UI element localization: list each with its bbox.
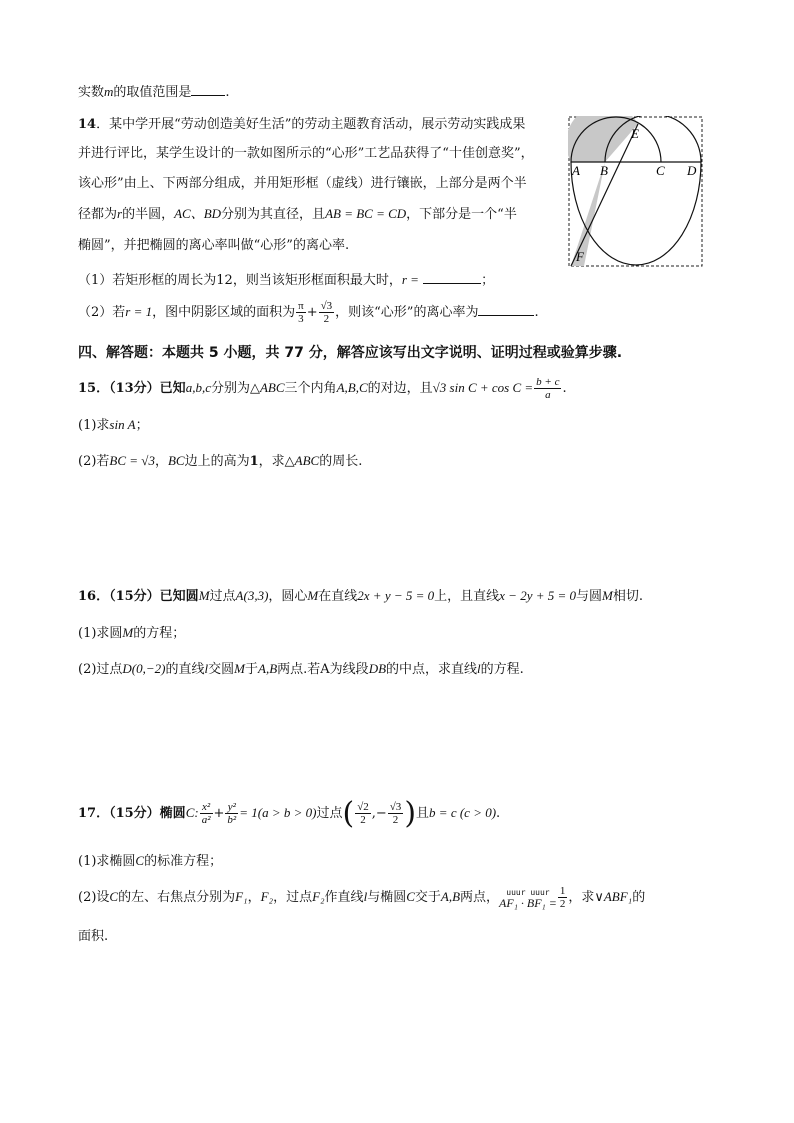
fraction-denominator: a	[545, 389, 551, 401]
text: ．某中学开展“劳动创造美好生活”的劳动主题教育活动，展示劳动实践成果	[96, 117, 526, 132]
answer-blank[interactable]	[191, 82, 225, 96]
fraction	[225, 801, 238, 826]
text: 的方程；	[133, 626, 186, 641]
q15-sub-2	[78, 452, 362, 471]
q15-sub-1	[78, 416, 149, 435]
q15-header	[78, 374, 567, 403]
text: 过点	[209, 589, 236, 604]
math-expr: = 1(a > b > 0)	[239, 805, 317, 820]
math-var: r	[117, 206, 123, 221]
text: 上，且直线	[434, 589, 500, 604]
math-expr: A(3,3)	[235, 588, 269, 603]
operator: +	[306, 305, 318, 320]
q14-line-5	[78, 237, 349, 255]
q14-line-3	[78, 175, 527, 193]
fraction-numerator: b + c	[536, 376, 560, 388]
fraction-denominator: a²	[201, 814, 211, 826]
text: ，求	[258, 454, 285, 469]
text: 实数	[78, 85, 105, 100]
q16-header	[78, 587, 643, 606]
label-e: E	[631, 126, 639, 141]
text: 三个内角	[284, 381, 337, 396]
math-var: C	[406, 889, 415, 904]
text: ，图中阴影区域的面积为	[152, 305, 296, 320]
vector-dot-product: AF₁ · BF₁ =	[499, 895, 557, 910]
fraction-denominator: 2	[360, 814, 366, 826]
q14-line-2	[78, 145, 534, 163]
text: ，则该“心形”的离心率为	[335, 305, 479, 320]
fraction-denominator: 2	[392, 814, 399, 826]
math-expr: 2x + y − 5 = 0	[357, 588, 435, 603]
text: 在直线	[318, 589, 358, 604]
shaded-region-upper	[568, 116, 638, 162]
q17-sub-1	[78, 852, 222, 871]
text: ，	[154, 454, 168, 469]
fraction-numerator: √2	[357, 801, 369, 813]
text: ，	[247, 890, 261, 905]
fraction	[534, 376, 561, 401]
q14-part-1	[78, 270, 494, 290]
text: (1)求椭圆	[78, 854, 136, 869]
text: 的左、右焦点分别为	[118, 890, 236, 905]
math-var: l	[204, 661, 209, 676]
text: 过点	[316, 806, 343, 821]
section-title: 四、解答题：本题共 5 小题，共 77 分，解答应该写出文字说明、证明过程或验算步骤.	[78, 345, 623, 361]
q14-line-1	[78, 116, 525, 134]
fraction-denominator: 3	[298, 313, 304, 325]
math-var: F₁	[235, 889, 248, 904]
text: (2)设	[78, 890, 110, 905]
math-expr: △ABC	[249, 380, 285, 395]
vector-expression	[499, 887, 557, 909]
math-expr: BC	[167, 453, 185, 468]
number: 12	[216, 273, 233, 288]
vector-arrow-mark: uuur uuur	[506, 887, 550, 897]
text: 两点.若A为线段	[277, 662, 369, 677]
math-var: F₂	[312, 889, 325, 904]
fraction-numerator: π	[298, 300, 304, 312]
text: 的周长.	[319, 454, 363, 469]
text: 与椭圆	[367, 890, 407, 905]
text: 分别为其直径，且	[221, 207, 326, 222]
q17-sub-2-continued	[78, 928, 108, 946]
fraction-numerator: 1	[559, 885, 566, 897]
math-expr: √3 sin C + cos C =	[432, 380, 534, 395]
math-expr: ∨ABF₁	[594, 889, 633, 904]
math-var: M	[122, 625, 134, 640]
math-var: M	[602, 588, 613, 603]
fraction	[355, 801, 371, 826]
text: ；	[481, 273, 495, 288]
text: .	[534, 305, 539, 320]
text: （2）若	[78, 305, 126, 320]
text: (2)若	[78, 454, 110, 469]
number: 1	[249, 454, 259, 469]
fraction-numerator: √3	[320, 300, 333, 312]
fraction-numerator: y²	[225, 801, 238, 814]
label-b: B	[600, 163, 608, 178]
text: ，求	[568, 890, 595, 905]
q16-sub-1	[78, 624, 185, 643]
text: ，下部分是一个“半	[406, 207, 517, 222]
text: (1)求	[78, 418, 110, 433]
math-var: l	[477, 661, 481, 676]
math-expr: A,B	[440, 889, 461, 904]
fraction	[319, 300, 335, 325]
math-expr: AB = BC = CD	[325, 206, 407, 221]
right-paren: )	[404, 795, 417, 831]
fraction-denominator: 2	[323, 313, 330, 325]
math-expr: sin A	[109, 417, 136, 432]
math-expr: C:	[185, 805, 199, 820]
math-var: l	[363, 889, 368, 904]
text: 的标准方程；	[144, 854, 223, 869]
math-expr: DB	[368, 661, 387, 676]
text: 面积.	[78, 929, 109, 944]
math-expr: A,B,C	[336, 380, 368, 395]
text: 边上的高为	[184, 454, 250, 469]
math-var: M	[234, 661, 245, 676]
fraction-denominator: 2	[559, 898, 566, 910]
math-expr: AC、BD	[174, 206, 222, 221]
fraction-numerator: √3	[389, 801, 402, 813]
operator: ,−	[371, 806, 387, 821]
question-number: 14	[78, 117, 97, 132]
fraction-numerator: x²	[200, 801, 213, 814]
math-var: C	[135, 853, 145, 868]
q17-sub-2	[78, 882, 645, 913]
math-var: M	[307, 588, 319, 603]
text: （1）若矩形框的周长为	[78, 273, 217, 288]
text: ，圆心	[268, 589, 308, 604]
text: 的半圆，	[122, 207, 175, 222]
label-c: C	[656, 163, 665, 178]
text: 该心形”由上、下两部分组成，并用矩形框（虚线）进行镶嵌，上部分是两个半	[78, 176, 527, 191]
answer-blank[interactable]	[423, 270, 481, 284]
text: .	[562, 381, 567, 396]
text: 的中点，求直线	[386, 662, 478, 677]
math-var: M	[198, 588, 210, 603]
text: (1)求圆	[78, 626, 123, 641]
math-expr: x − 2y + 5 = 0	[499, 588, 577, 603]
math-expr: b = c (c > 0)	[429, 805, 497, 820]
text: 并进行评比，某学生设计的一款如图所示的“心形”工艺品获得了“十佳创意奖”，	[78, 146, 534, 161]
text: ，则当该矩形框面积最大时，	[232, 273, 402, 288]
q14-part-2	[78, 298, 539, 327]
q17-header	[78, 796, 500, 831]
label-a: A	[572, 163, 580, 178]
fraction	[296, 300, 306, 325]
fraction-denominator: b²	[227, 814, 237, 826]
text: 作直线	[324, 890, 364, 905]
text: 的直线	[165, 662, 205, 677]
answer-blank[interactable]	[478, 302, 534, 316]
text: .	[225, 85, 230, 100]
label-d: D	[687, 163, 697, 178]
text: 交于	[414, 890, 441, 905]
text: 于	[245, 662, 259, 677]
text: 的	[632, 890, 646, 905]
text: 且	[416, 806, 430, 821]
q16-sub-2	[78, 660, 524, 679]
q13-carryover-line	[78, 82, 230, 102]
text: 两点，	[460, 890, 500, 905]
text: 17．（15分）椭圆	[78, 806, 186, 821]
heart-shape-figure	[568, 116, 704, 268]
math-expr: BC = √3	[109, 453, 155, 468]
fraction	[388, 801, 404, 826]
text: 的对边，且	[367, 381, 433, 396]
text: ，过点	[273, 890, 313, 905]
fraction	[200, 801, 213, 826]
text: .	[496, 806, 501, 821]
math-expr: a,b,c	[185, 380, 211, 395]
text: 15．（13分）已知	[78, 381, 186, 396]
text: 交圆	[208, 662, 235, 677]
left-paren: (	[342, 795, 355, 831]
text: 的取值范围是	[113, 85, 192, 100]
operator: +	[213, 806, 225, 821]
text: 与圆	[576, 589, 603, 604]
text: ；	[135, 418, 149, 433]
text: 的方程.	[480, 662, 524, 677]
math-var: m	[104, 84, 114, 99]
math-expr: r =	[401, 272, 419, 287]
math-expr: r = 1	[125, 304, 153, 319]
math-expr: △ABC	[284, 453, 320, 468]
text: 分别为	[210, 381, 250, 396]
text: 椭圆”，并把椭圆的离心率叫做“心形”的离心率.	[78, 238, 350, 253]
text: (2)过点	[78, 662, 123, 677]
text: 16．（15分）已知圆	[78, 589, 199, 604]
math-expr: D(0,−2)	[122, 661, 166, 676]
label-f: F	[576, 249, 584, 264]
text: 径都为	[78, 207, 118, 222]
math-expr: A,B	[258, 661, 278, 676]
math-var: C	[109, 889, 119, 904]
text: 相切.	[612, 589, 644, 604]
fraction	[558, 885, 568, 910]
math-var: F₂	[260, 889, 274, 904]
q14-line-4	[78, 205, 517, 224]
